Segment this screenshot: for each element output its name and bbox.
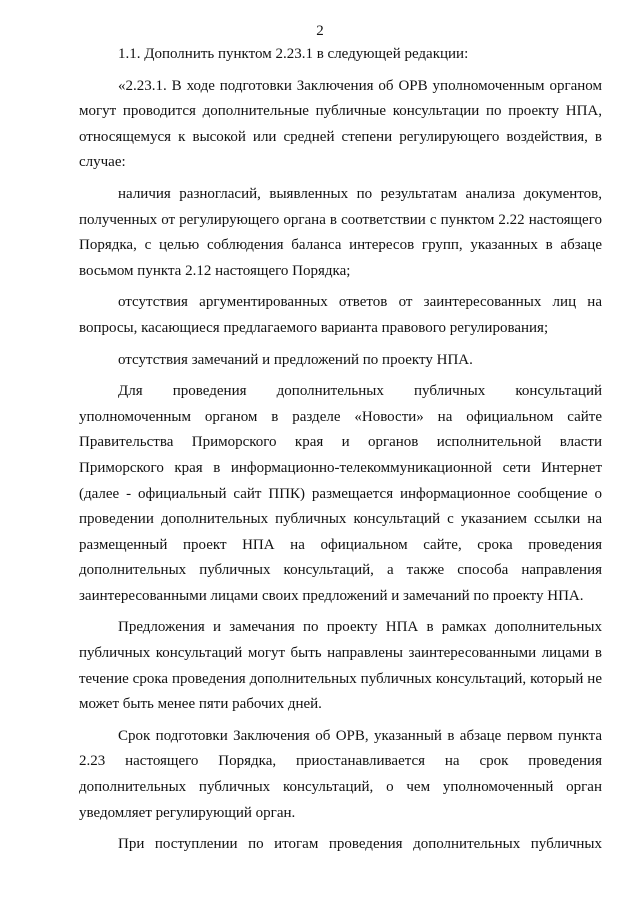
paragraph-case-disagreements: наличия разногласий, выявленных по результатам анализа документов, полученных от регулирующего органа в соответствии с пунктом 2.22 настоящего Порядка, с целью соблюдения баланса интересов групп, указанных в абзаце восьмом пункта 2.12 настоящего Порядка; xyxy=(79,185,602,279)
paragraph-clause-2-23-1: «2.23.1. В ходе подготовки Заключения об ОРВ уполномоченным органом могут проводится дополнительные публичные консультации по проекту НПА, относящемуся к высокой или средней степени регулирующего воздействия, в случае: xyxy=(79,77,602,171)
paragraph-case-no-answers: отсутствия аргументированных ответов от заинтересованных лиц на вопросы, касающиеся предлагаемого варианта правового регулирования; xyxy=(79,294,602,336)
paragraph-case-no-remarks: отсутствия замечаний и предложений по проекту НПА. xyxy=(118,351,473,368)
paragraph-publication-procedure: Для проведения дополнительных публичных консультаций уполномоченным органом в разделе «Новости» на официальном сайте Правительства Приморского края и органов исполнительной власти Приморского края в информационно-телекоммуникационной сети Интернет (далее - официальный сайт ППК) размещается информационное сообщение о проведении дополнительных публичных консультаций с указанием ссылки на размещенный проект НПА на официальном сайте, срока проведения дополнительных публичных консультаций, а также способа направления заинтересованными лицами своих предложений и замечаний по проекту НПА. xyxy=(79,383,602,604)
paragraph-amendment-intro: 1.1. Дополнить пунктом 2.23.1 в следующей редакции: xyxy=(118,46,469,62)
paragraph-submission-period: Предложения и замечания по проекту НПА в рамках дополнительных публичных консультаций могут быть направлены заинтересованными лицами в течение срока проведения дополнительных публичных консультаций, который не может быть менее пяти рабочих дней. xyxy=(79,619,602,713)
paragraph-term-suspension: Срок подготовки Заключения об ОРВ, указанный в абзаце первом пункта 2.23 настоящего Порядка, приостанавливается на срок проведения дополнительных публичных консультаций, о чем уполномоченный орган уведомляет регулирующий орган. xyxy=(79,727,602,821)
page-number: 2 xyxy=(316,23,324,39)
document-body xyxy=(79,42,602,858)
paragraph-continued: При поступлении по итогам проведения дополнительных публичных xyxy=(118,836,602,853)
